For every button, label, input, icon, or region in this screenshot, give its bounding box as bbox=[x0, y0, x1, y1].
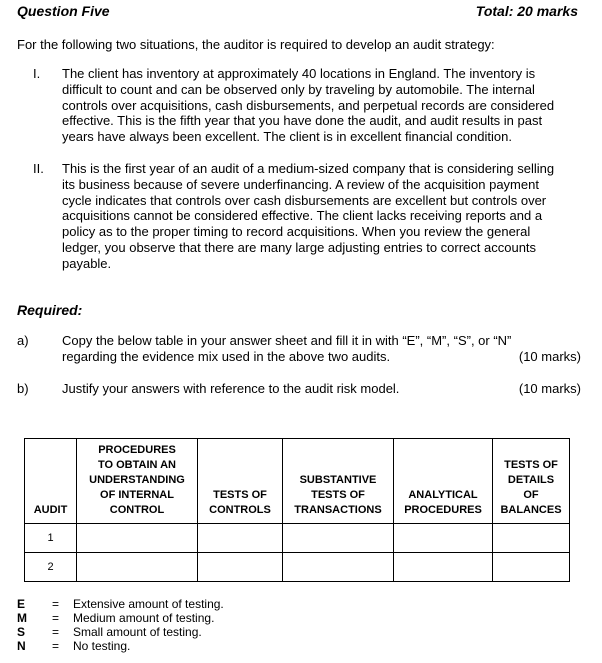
table-row bbox=[25, 524, 570, 553]
situation-2-line: This is the first year of an audit of a medium-sized company that is considering selling bbox=[62, 161, 555, 176]
situation-2-line: policy as to the proper timing to record acquisitions. When you review the general bbox=[62, 224, 531, 240]
table-row bbox=[25, 553, 570, 582]
legend-key: S bbox=[17, 625, 26, 639]
situation-1-line: controls over acquisitions, cash disbursements, and perpetual records are considered bbox=[62, 97, 555, 113]
legend-desc: Extensive amount of testing. bbox=[73, 597, 224, 611]
legend-equals: = bbox=[52, 625, 60, 639]
answer-cell bbox=[77, 524, 198, 553]
header-tests-of-details: TESTS OF DETAILS OF BALANCES bbox=[493, 439, 570, 524]
part-b-marker: b) bbox=[17, 381, 29, 396]
header-audit: AUDIT bbox=[25, 439, 77, 524]
answer-cell bbox=[394, 553, 493, 582]
answer-cell bbox=[394, 524, 493, 553]
audit-number: 1 bbox=[25, 524, 77, 553]
situation-2-line: its business because of severe underfinancing. A review of the acquisition payment bbox=[62, 176, 539, 192]
part-a-line-1: Copy the below table in your answer sheet and fill it in with “E”, “M”, “S”, or “N” bbox=[62, 333, 512, 348]
situation-2-marker: II. bbox=[33, 161, 44, 176]
answer-cell bbox=[283, 524, 394, 553]
legend-key: M bbox=[17, 611, 27, 625]
header-analytical-procedures: ANALYTICAL PROCEDURES bbox=[394, 439, 493, 524]
situation-1-line: effective. This is the fifth year that you have done the audit, and audit results in past bbox=[62, 113, 543, 129]
required-heading: Required: bbox=[17, 302, 83, 318]
part-b-marks: (10 marks) bbox=[518, 381, 581, 396]
situation-2-line: acquisitions cannot be considered effective. The client lacks receiving reports and a bbox=[62, 208, 543, 224]
header-tests-of-controls: TESTS OF CONTROLS bbox=[198, 439, 283, 524]
situation-2-line: cycle indicates that controls over cash disbursements are excellent but controls over bbox=[62, 192, 547, 208]
legend-equals: = bbox=[52, 597, 60, 611]
table-header-row bbox=[25, 439, 570, 524]
situation-1-line: difficult to count and can be observed only by traveling by automobile. The internal bbox=[62, 81, 535, 97]
legend-desc: Medium amount of testing. bbox=[73, 611, 215, 625]
legend-equals: = bbox=[52, 611, 60, 625]
audit-number: 2 bbox=[25, 553, 77, 582]
part-a-marker: a) bbox=[17, 333, 29, 348]
total-marks: Total: 20 marks bbox=[475, 3, 578, 19]
answer-cell bbox=[283, 553, 394, 582]
legend-key: N bbox=[17, 639, 26, 653]
situation-1-marker: I. bbox=[33, 66, 41, 81]
situation-2-line: payable. bbox=[62, 255, 112, 271]
legend-desc: Small amount of testing. bbox=[73, 625, 202, 639]
situation-2-line: ledger, you observe that there are many large adjusting entries to correct accounts bbox=[62, 239, 537, 255]
part-a-marks: (10 marks) bbox=[518, 348, 581, 364]
legend-key: E bbox=[17, 597, 26, 611]
situation-1-line: The client has inventory at approximately 40 locations in England. The inventory is bbox=[62, 66, 536, 81]
question-title: Question Five bbox=[17, 3, 110, 19]
header-internal-control: PROCEDURES TO OBTAIN AN UNDERSTANDING OF INTERNAL CONTROL bbox=[77, 439, 198, 524]
legend-equals: = bbox=[52, 639, 60, 653]
answer-cell bbox=[77, 553, 198, 582]
answer-cell bbox=[198, 524, 283, 553]
answer-cell bbox=[493, 553, 570, 582]
evidence-mix-table bbox=[24, 438, 570, 582]
situation-2-text bbox=[62, 161, 581, 272]
intro-text: For the following two situations, the auditor is required to develop an audit strategy: bbox=[17, 37, 495, 52]
answer-cell bbox=[493, 524, 570, 553]
part-b-text: Justify your answers with reference to the audit risk model. bbox=[62, 381, 400, 396]
situation-1-line: years have always been excellent. The client is in excellent financial condition. bbox=[62, 129, 512, 145]
legend-desc: No testing. bbox=[73, 639, 131, 653]
situation-1-text bbox=[62, 66, 581, 145]
part-a-line-2: regarding the evidence mix used in the above two audits. bbox=[62, 348, 391, 364]
header-substantive-tests: SUBSTANTIVE TESTS OF TRANSACTIONS bbox=[283, 439, 394, 524]
answer-cell bbox=[198, 553, 283, 582]
part-a-text bbox=[62, 333, 581, 365]
